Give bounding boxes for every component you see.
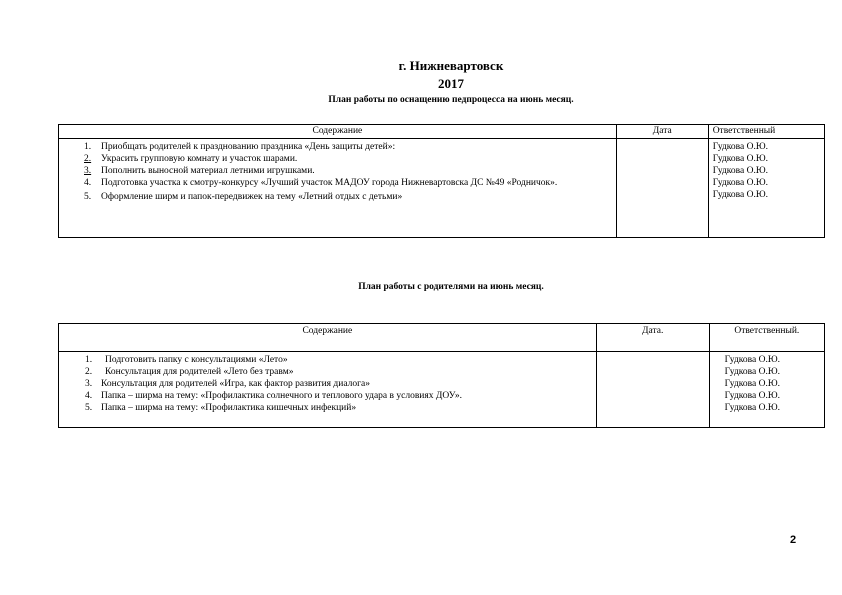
item-text: Украсить групповую комнату и участок шарами. [101,154,298,164]
year-title: 2017 [438,76,464,91]
item-number: 2. [85,367,93,377]
item-text: Подготовка участка к смотру-конкурсу «Лучший участок МАДОУ города Нижневартовска ДС №49 «Родничок». [101,178,558,188]
item-text: Папка – ширма на тему: «Профилактика солнечного и теплового удара в условиях ДОУ». [101,391,462,401]
list-item [59,141,616,153]
item-number: 5. [85,403,93,413]
item-text: Пополнить выносной материал летними игрушками. [101,166,315,176]
header-date: Дата [616,125,708,139]
content-cell [59,139,617,238]
responsible-name: Гудкова О.Ю. [724,367,780,377]
item-text: Приобщать родителей к празднованию праздника «День защиты детей»: [101,142,396,152]
table-row [59,139,825,238]
list-item [59,153,616,165]
item-text: Папка – ширма на тему: «Профилактика кишечных инфекций» [101,403,357,413]
responsible-cell [708,139,824,238]
responsible-cell [709,352,824,428]
item-number: 4. [85,391,93,401]
responsible-name: Гудкова О.Ю. [724,391,780,401]
item-number: 3. [85,379,93,389]
list-item [59,354,596,366]
list-item [59,390,596,402]
item-number: 4. [84,178,92,188]
item-number: 3. [84,166,92,176]
table-row [59,352,825,428]
list-item [59,402,596,414]
plan1-title: План работы по оснащению педпроцесса на июнь месяц. [328,95,574,105]
item-text: Оформление ширм и папок-передвижек на тему «Летний отдых с детьми» [101,192,403,202]
responsible-name: Гудкова О.Ю. [724,403,780,413]
equipment-plan-table [58,124,825,238]
list-item [59,165,616,177]
responsible-name: Гудкова О.Ю. [712,166,769,176]
item-number: 5. [84,192,92,202]
responsible-name: Гудкова О.Ю. [712,190,769,200]
list-item [59,378,596,390]
responsible-name: Гудкова О.Ю. [712,178,769,188]
item-number: 1. [84,142,92,152]
header-content: Содержание [59,125,617,139]
parents-plan-table [58,323,825,428]
page-number: 2 [790,534,797,546]
content-cell [59,352,597,428]
date-cell [596,352,709,428]
table-header-row [59,125,825,139]
responsible-name: Гудкова О.Ю. [724,355,780,365]
responsible-name: Гудкова О.Ю. [712,154,769,164]
list-item [59,366,596,378]
item-number: 1. [85,355,93,365]
responsible-name: Гудкова О.Ю. [712,142,769,152]
header-responsible: Ответственный [708,125,824,139]
list-item [59,191,616,203]
item-text: Консультация для родителей «Игра, как фактор развития диалога» [101,379,370,389]
list-item [59,177,616,189]
date-cell [616,139,708,238]
city-title: г. Нижневартовск [398,58,504,73]
responsible-name: Гудкова О.Ю. [724,379,780,389]
header-date: Дата. [596,324,709,352]
header-content: Содержание [59,324,597,352]
header-responsible: Ответственный. [709,324,824,352]
table-header-row [59,324,825,352]
item-text: Подготовить папку с консультациями «Лето» [105,355,288,365]
item-text: Консультация для родителей «Лето без травм» [105,367,294,377]
item-number: 2. [84,154,92,164]
plan2-title: План работы с родителями на июнь месяц. [358,282,544,292]
